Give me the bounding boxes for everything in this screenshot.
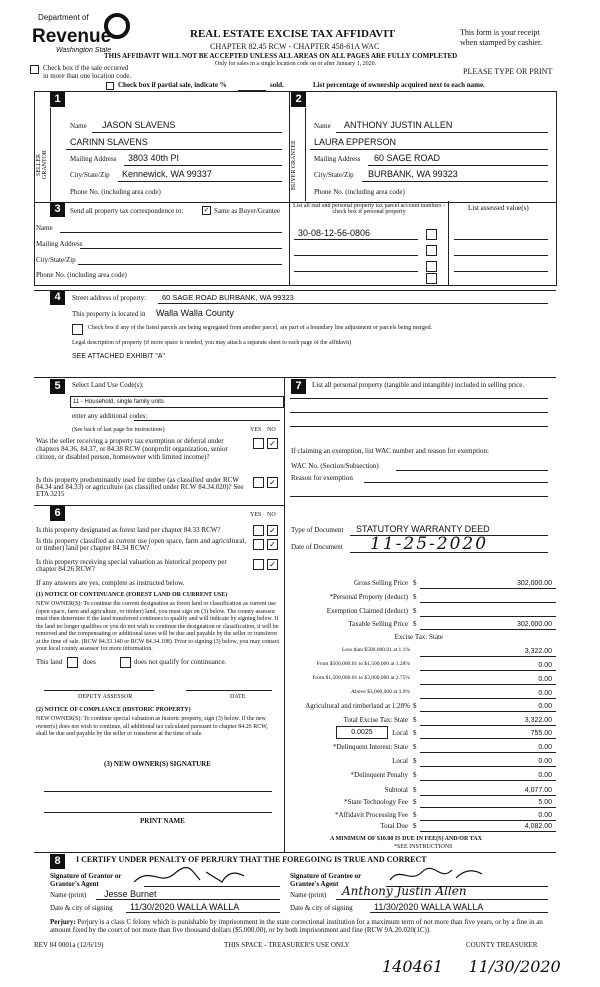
pct-ownership-label: List percentage of ownership acquired next to each name. [313,81,485,89]
sec5-q1: Was the seller receiving a property tax exemption or deferral under chapters 84.36, 84.37, or 84.38 RCW (nonprofit organization, senior citizen, or disabled person, homeowner with limited income)? [36,437,228,461]
doc-date-label: Date of Document [291,543,343,551]
sec6-q1-no[interactable]: ✓ [267,525,278,536]
certify-statement: I CERTIFY UNDER PENALTY OF PERJURY THAT THE FOREGOING IS TRUE AND CORRECT [76,855,427,864]
exemption-label: If claiming an exemption, list WAC number and reason for exemption: [291,447,489,455]
treasurer-space: THIS SPACE - TREASURER'S USE ONLY [224,941,350,949]
total-due[interactable]: 4,082.00 [524,823,552,830]
personal-property-checkbox-1[interactable] [426,229,437,240]
partial-sale-checkbox[interactable] [106,82,114,90]
does-not-checkbox[interactable] [120,657,131,668]
processing-fee[interactable]: 0.00 [538,812,552,819]
same-as-buyer-label: Same as Buyer/Grantee [214,207,281,215]
doc-date[interactable]: 11-25-2020 [370,534,489,554]
sec5-q1-yes[interactable] [253,438,264,449]
seller-name2[interactable]: CARINN SLAVENS [70,137,148,147]
perjury-statement: Perjury: Perjury is a class C felony which is punishable by imprisonment in the state correctional institution for a maximum term of not more than five years, or by a fine in an amount fixed by the court of not more than five thousand dollars ($5,000.00), or by both imprisonment and fine (RCW 9A.20.020(1C)). [50,918,543,934]
sec6-q3: Is this property receiving special valuation as historical property per chapter 84.26 RCW? [36,558,227,573]
gross-price[interactable]: 302,000.00 [516,580,552,587]
tier3-tax[interactable]: 0.00 [538,676,552,683]
see-back-label: (See back of last page for instructions) [72,427,165,433]
total-state-tax[interactable]: 3,322.00 [524,717,552,724]
seller-side-label: SELLER GRANTOR [36,150,48,180]
interest-local[interactable]: 0.00 [538,758,552,765]
land-use-label: Select Land Use Code(s): [72,381,144,389]
parcel-header: List all real and personal property tax parcel account numbers - check box if personal property [293,203,445,215]
treasurer-handwritten-note: 140461 11/30/2020 [382,957,561,976]
see-instructions: *SEE INSTRUCTIONS [394,844,453,850]
grantor-signature[interactable] [130,864,250,888]
print-name-label: PRINT NAME [140,817,185,825]
land-use-code[interactable]: 11 - Household, single family units [70,396,284,408]
form-title: REAL ESTATE EXCISE TAX AFFIDAVIT [190,28,395,40]
notice2-title: (2) NOTICE OF COMPLIANCE (HISTORIC PROPERTY) [36,707,191,713]
multi-location-label2: in more than one location code. [43,72,132,80]
form-warning: THIS AFFIDAVIT WILL NOT BE ACCEPTED UNLESS ALL AREAS ON ALL PAGES ARE FULLY COMPLETED [104,52,458,60]
state-label: Washington State [56,47,112,54]
sec6-q2: Is this property classified as current use (open space, farm and agricultural, or timber) land per chapter 84.34 RCW? [36,537,247,552]
assessed-header: List assessed value(s) [468,204,529,212]
send-correspondence-label: Send all property tax correspondence to: [70,207,184,215]
same-as-buyer-checkbox[interactable]: ✓ [203,206,210,214]
personal-property-label: List all personal property (tangible and intangible) included in selling price. [312,381,525,389]
partial-sale-label: Check box if partial sale, indicate % [118,81,227,89]
street-label: Street address of property: [72,294,147,302]
receipt-line2: when stamped by cashier. [460,38,543,47]
sec6-q1: Is this property designated as forest land per chapter 84.33 RCW? [36,526,221,534]
please-type-label: PLEASE TYPE OR PRINT [463,67,553,76]
parcel-number-1[interactable]: 30-08-12-56-0806 [298,228,371,238]
buyer-address[interactable]: 60 SAGE ROAD [374,153,441,163]
buyer-city[interactable]: BURBANK, WA 99323 [368,169,458,179]
doc-type-label: Type of Document [291,526,344,534]
owner-signature-label: (3) NEW OWNER(S) SIGNATURE [104,760,211,768]
deputy-date-label: DATE [230,694,246,700]
reason-label: Reason for exemption [291,474,353,482]
buyer-name1[interactable]: ANTHONY JUSTIN ALLEN [344,120,453,130]
subtotal[interactable]: 4,077.00 [524,787,552,794]
form-revision: REV 84 0001a (12/6/19) [34,941,104,949]
any-yes-label: If any answers are yes, complete as instructed below. [36,579,185,587]
local-rate[interactable]: 0.0025 [336,726,388,739]
buyer-name2[interactable]: LAURA EPPERSON [314,137,397,147]
sec6-q3-yes[interactable] [253,559,264,570]
sec6-q2-yes[interactable] [253,539,264,550]
grantor-date-city[interactable]: 11/30/2020 WALLA WALLA [130,902,240,912]
sec5-q2-yes[interactable] [253,477,264,488]
sold-label: sold. [270,81,284,89]
ag-tax[interactable]: 0.00 [538,703,552,710]
personal-property-checkbox-2[interactable] [426,245,437,256]
seller-city[interactable]: Kennewick, WA 99337 [122,169,212,179]
interest-state[interactable]: 0.00 [538,744,552,751]
tier4-tax[interactable]: 0.00 [538,690,552,697]
segregated-checkbox[interactable] [72,324,83,335]
minimum-note: A MINIMUM OF $10.00 IS DUE IN FEE(S) AND/OR TAX [330,836,482,842]
grantee-signature-label: Signature of Grantee or Grantee's Agent [290,872,362,888]
property-county[interactable]: Walla Walla County [156,308,234,318]
sec5-q1-no[interactable]: ✓ [267,438,278,449]
seller-address[interactable]: 3803 40th PI [128,153,180,163]
revenue-logo-icon [104,13,130,39]
seller-name1[interactable]: JASON SLAVENS [102,120,176,130]
only-for-note: Only for sales in a single location code on or after January 1, 2020. [215,61,377,67]
buyer-side-label: BUYER GRANTEE [291,140,297,190]
additional-codes-label: enter any additional codes: [72,412,148,420]
taxable-price[interactable]: 302,000.00 [516,621,552,628]
form-chapter: CHAPTER 82.45 RCW - CHAPTER 458-61A WAC [210,42,380,51]
dept-label: Department of [38,13,89,22]
legal-exhibit[interactable]: SEE ATTACHED EXHIBIT "A" [72,353,165,360]
notice2-body: NEW OWNER(S): To continue special valuation as historic property, sign (3) below. If the new owner(s) does not wish to continue, all additional tax calculated pursuant to chapter 84.26 RCW, shall be due and payable by the seller or transferor at the time of sale. [36,716,268,737]
sec5-q2-no[interactable]: ✓ [267,477,278,488]
notice1-title: (1) NOTICE OF CONTINUANCE (FOREST LAND OR CURRENT USE) [36,592,228,598]
county-treasurer: COUNTY TREASURER [466,941,538,949]
receipt-line1: This form is your receipt [460,28,540,37]
segregated-label: Check box if any of the listed parcels are being segregated from another parcel, are part of a boundary line adjustment or parcels being merged. [88,325,433,331]
doc-type[interactable]: STATUTORY WARRANTY DEED [356,524,490,534]
located-label: This property is located in [72,310,146,318]
personal-property-checkbox-4[interactable] [426,273,437,284]
grantee-date-city[interactable]: 11/30/2020 WALLA WALLA [374,902,484,912]
notice1-body: NEW OWNER(S): To continue the current designation as forest land or classification as current use (open space, farm and agriculture, or timber) land, you must sign on (3) below. The county assessor must then determine if the land transferred continues to qualify and will indicate by signing below. If the land no longer qualifies or you do not wish to continue the designation or classification, it will be removed and the compensating or additional taxes will be due and payable by the seller or transferor at the time of sale. (RCW 84.33.140 or RCW 84.34.108). Prior to signing (3) below, you may contact your local county assessor for more information. [36,601,280,652]
revenue-logo-text: Revenue [32,26,112,47]
delinquent-penalty[interactable]: 0.00 [538,772,552,779]
multi-location-label: Check box if the sale occurred [43,64,129,72]
does-checkbox[interactable] [67,657,78,668]
wac-label: WAC No. (Section/Subsection) [291,462,379,470]
property-street[interactable]: 60 SAGE ROAD BURBANK, WA 99323 [162,293,294,302]
tier1-tax[interactable]: 3,322.00 [524,648,552,655]
buyer-phone: Phone No. (including area code) [314,188,405,196]
tier2-tax[interactable]: 0.00 [538,662,552,669]
sec6-q2-no[interactable]: ✓ [267,539,278,550]
sec6-q1-yes[interactable] [253,525,264,536]
local-tax[interactable]: 755.00 [530,730,552,737]
personal-property-checkbox-3[interactable] [426,261,437,272]
grantor-name[interactable]: Jesse Burnet [104,889,157,899]
sec5-q2: Is this property predominantly used for timber (as classified under RCW 84.34 and 84.33) or agriculture (as classified under RCW 84.34.020)? See ETA 3215 [36,476,244,498]
sec6-q3-no[interactable]: ✓ [267,559,278,570]
tech-fee[interactable]: 5.00 [538,799,552,806]
grantee-name[interactable]: Anthony Justin Allen [342,884,467,898]
legal-desc-label: Legal description of property (if more space is needed, you may attach a separate sheet to each page of the affidavit) [72,340,352,346]
multi-location-checkbox[interactable] [30,65,39,74]
deputy-assessor-label: DEPUTY ASSESSOR [78,694,133,700]
grantor-signature-label: Signature of Grantor or Grantor's Agent [50,872,122,888]
seller-phone: Phone No. (including area code) [70,188,161,196]
